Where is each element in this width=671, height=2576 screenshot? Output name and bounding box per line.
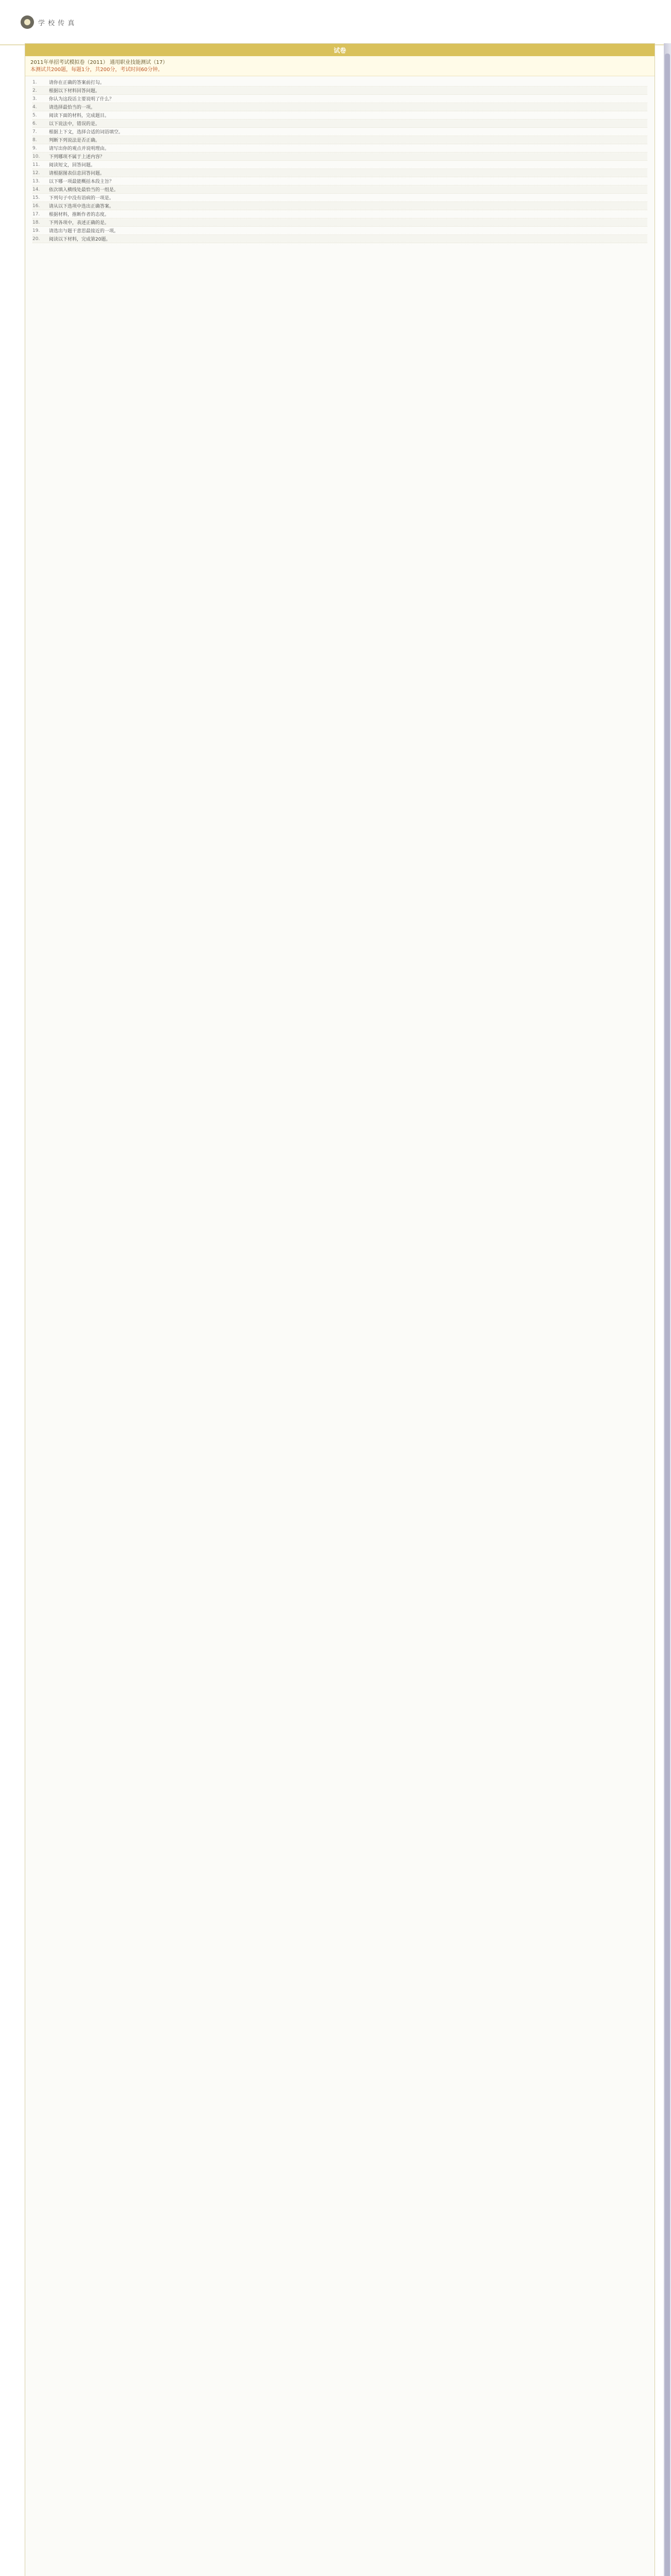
item-text: 请你在正确的答案前打勾。 [49, 80, 105, 86]
intro-answer: 本测试共200题，每题1分，共200分，考试时间60分钟。 [30, 67, 163, 73]
item-text: 以下说法中，错误的是。 [49, 122, 100, 127]
item-text: 你认为这段话主要说明了什么？ [49, 97, 114, 102]
list-item [32, 185, 647, 194]
list-item [32, 120, 647, 128]
list-item [32, 177, 647, 185]
item-number: 3. [32, 96, 37, 101]
list-item [32, 95, 647, 103]
item-number: 14. [32, 187, 40, 192]
list-item [32, 144, 647, 152]
site-header [0, 0, 671, 45]
list-item [32, 136, 647, 144]
item-text: 以下哪一项最能概括本段主旨？ [49, 179, 114, 184]
item-number: 13. [32, 178, 40, 184]
item-text: 下列各项中，表述正确的是。 [49, 221, 110, 226]
item-text: 请从以下选项中选出正确答案。 [49, 204, 114, 209]
exam-panel [25, 43, 655, 2576]
logo-icon [21, 15, 34, 29]
item-text: 请选择最恰当的一项。 [49, 105, 96, 110]
list-item [32, 227, 647, 235]
item-text: 根据材料，推断作者的态度。 [49, 212, 110, 217]
list-item [32, 161, 647, 169]
item-text: 判断下列说法是否正确。 [49, 138, 100, 143]
intro-question: 2011年单招考试模拟卷（2011） 通用职业技能测试（17） [30, 60, 168, 65]
list-item [32, 152, 647, 161]
item-number: 17. [32, 211, 40, 217]
item-number: 4. [32, 104, 37, 110]
site-logo[interactable] [21, 15, 75, 29]
list-item [32, 87, 647, 95]
exam-intro [25, 56, 655, 76]
logo-text: 学 校 传 真 [38, 19, 75, 27]
scrollbar-thumb[interactable] [665, 54, 670, 2576]
item-text: 下列哪项不属于上述内容？ [49, 155, 105, 160]
item-text: 请选出与题干意思最接近的一项。 [49, 229, 119, 234]
item-text: 根据上下文，选择合适的词语填空。 [49, 130, 124, 135]
list-item [32, 194, 647, 202]
item-number: 9. [32, 145, 37, 151]
item-number: 20. [32, 236, 40, 242]
item-text: 请写出你的观点并说明理由。 [49, 146, 110, 151]
vertical-scrollbar[interactable] [664, 43, 671, 2576]
list-item [32, 210, 647, 218]
list-item [32, 111, 647, 120]
item-text: 阅读下面的材料，完成题目。 [49, 113, 110, 118]
question-list [25, 76, 655, 243]
item-text: 请根据图表信息回答问题。 [49, 171, 105, 176]
item-text: 根据以下材料回答问题。 [49, 89, 100, 94]
list-item [32, 169, 647, 177]
list-item [32, 78, 647, 87]
item-text: 依次填入横线处最恰当的一组是。 [49, 188, 119, 193]
item-number: 6. [32, 121, 37, 126]
item-number: 19. [32, 228, 40, 233]
item-number: 7. [32, 129, 37, 134]
item-number: 11. [32, 162, 40, 167]
panel-title: 试卷 [25, 44, 655, 56]
item-text: 阅读以下材料，完成第20题。 [49, 237, 111, 242]
list-item [32, 235, 647, 243]
item-number: 8. [32, 137, 37, 143]
item-number: 18. [32, 219, 40, 225]
item-number: 12. [32, 170, 40, 176]
item-number: 2. [32, 88, 37, 93]
list-item [32, 128, 647, 136]
item-text: 下列句子中没有语病的一项是。 [49, 196, 114, 201]
list-item [32, 103, 647, 111]
item-number: 5. [32, 112, 37, 118]
item-number: 10. [32, 154, 40, 159]
list-item [32, 202, 647, 210]
item-number: 1. [32, 79, 37, 85]
item-number: 15. [32, 195, 40, 200]
list-item [32, 218, 647, 227]
item-text: 阅读短文，回答问题。 [49, 163, 96, 168]
item-number: 16. [32, 203, 40, 209]
